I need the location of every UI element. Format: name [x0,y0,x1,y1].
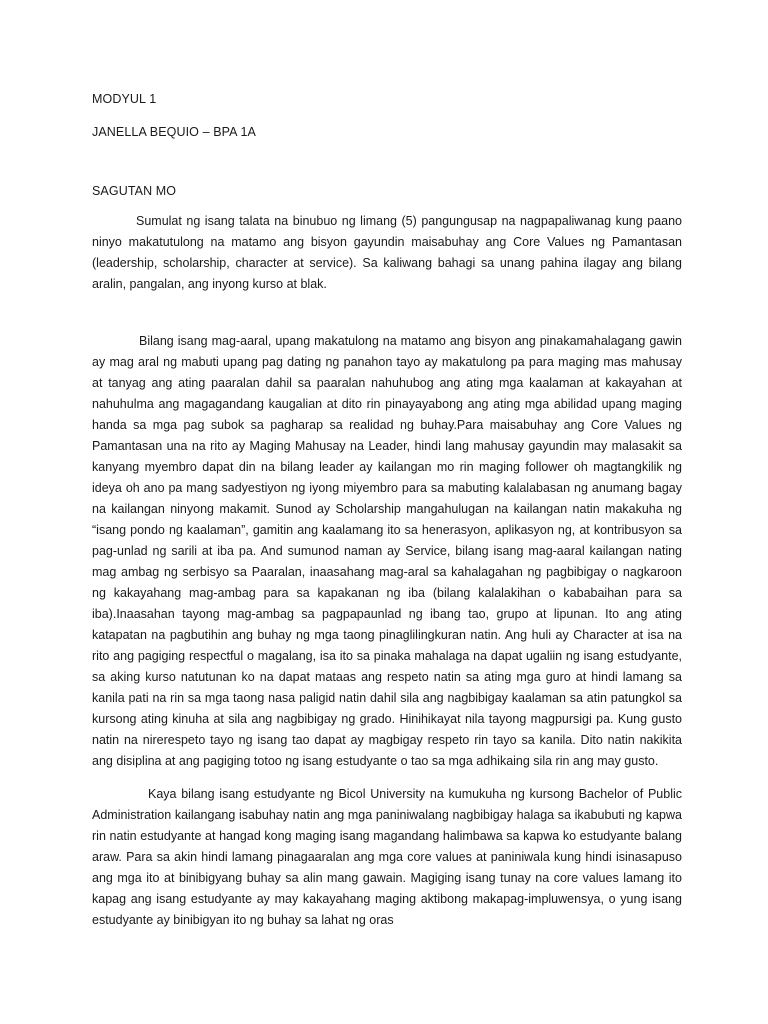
section-title: SAGUTAN MO [92,184,177,198]
instructions-paragraph: Sumulat ng isang talata na binubuo ng limang (5) pangungusap na nagpapaliwanag kung paano ninyo makatutulong na matamo ang bisyon gayundin maisabuhay ang Core Values ng Pamantasan (leadership, scholarship, character at service). Sa kaliwang bahagi sa unang pahina ilagay ang bilang aralin, pangalan, ang inyong kurso at blak. [92,214,682,291]
student-name-course: JANELLA BEQUIO – BPA 1A [92,125,256,139]
answer-paragraph-1: Bilang isang mag-aaral, upang makatulong na matamo ang bisyon ang pinakamahalagang gawin ay mag aral ng mabuti upang pag dating ng panahon tayo ay makatulong pa para maging mas mahusay at tanyag ang ating paaralan dahil sa paaralan nahuhubog ang ating mga kaalaman at kakayahan at nahuhulma ang magagandang kaugalian at dito rin pinayayabong ang ating mga abilidad upang maging handa sa mga pag subok sa pagharap sa realidad ng buhay.Para maisabuhay ang Core Values ng Pamantasan una na rito ay Maging Mahusay na Leader, hindi lang mahusay gayundin may malasakit sa kanyang myembro dapat din na bilang leader ay kailangan mo rin maging follower oh magtangkilik ng ideya oh ano pa mang sadyestiyon ng iyong miyembro para sa mabuting kalalabasan ng anumang bagay na kailangan ninyong makamit. Sunod ay Scholarship mangahulugan na kailangan natin makakuha ng “isang pondo ng kaalaman”, gamitin ang kaalamang ito sa henerasyon, aplikasyon ng, at kontribusyon sa pag-unlad ng sarili at iba pa. And sumunod naman ay Service, bilang isang mag-aaral kailangan nating mag ambag ng serbisyo sa Paaralan, inaasahang mag-aral sa kahalagahan ng pagbibigay o nagkaroon ng kakayahang mag-ambag para sa kapakanan ng iba (bilang kalalakihan o kababaihan para sa iba).Inaasahan tayong mag-ambag sa pagpapaunlad ng ibang tao, grupo at lipunan. Ito ang ating katapatan na pagbutihin ang buhay ng mga taong pinaglilingkuran natin. Ang huli ay Character at isa na rito ang pagiging respectful o magalang, isa ito sa pinaka mahalaga na dapat ugaliin ng isang estudyante, sa aking kurso natutunan ko na dapat mataas ang respeto natin sa ating mga guro at hindi lamang sa kanila pati na rin sa mga taong nasa paligid natin dahil sila ang nagbibigay kaalaman sa atin patungkol sa kursong ating kinuha at sila ang nagbibigay ng grado. Hinihikayat nila tayong magpursigi pa. Kung gusto natin na nirerespeto tayo ng isang tao dapat ay magbigay respeto rin tayo sa kanila. Dito natin nakikita ang disiplina at ang pagiging totoo ng isang estudyante o tao sa mga adhikaing sila rin ang may gusto. [92,334,682,768]
answer-paragraph-2: Kaya bilang isang estudyante ng Bicol University na kumukuha ng kursong Bachelor of Public Administration kailangang isabuhay natin ang mga paniniwalang nagbibigay halaga sa ikabubuti ng kapwa rin natin estudyante at hangad kong maging isang magandang halimbawa sa kapwa ko estudyante balang araw. Para sa akin hindi lamang pinagaaralan ang mga core values at paniniwala kung hindi isinasapuso ang mga ito at binibigyang buhay sa alin mang gawain. Magiging isang tunay na core values lamang ito kapag ang isang estudyante ay may kakayahang maging aktibong makapag-impluwensya, o yung isang estudyante ay binibigyan ito ng buhay sa lahat ng oras [92,787,682,927]
module-heading: MODYUL 1 [92,92,157,106]
